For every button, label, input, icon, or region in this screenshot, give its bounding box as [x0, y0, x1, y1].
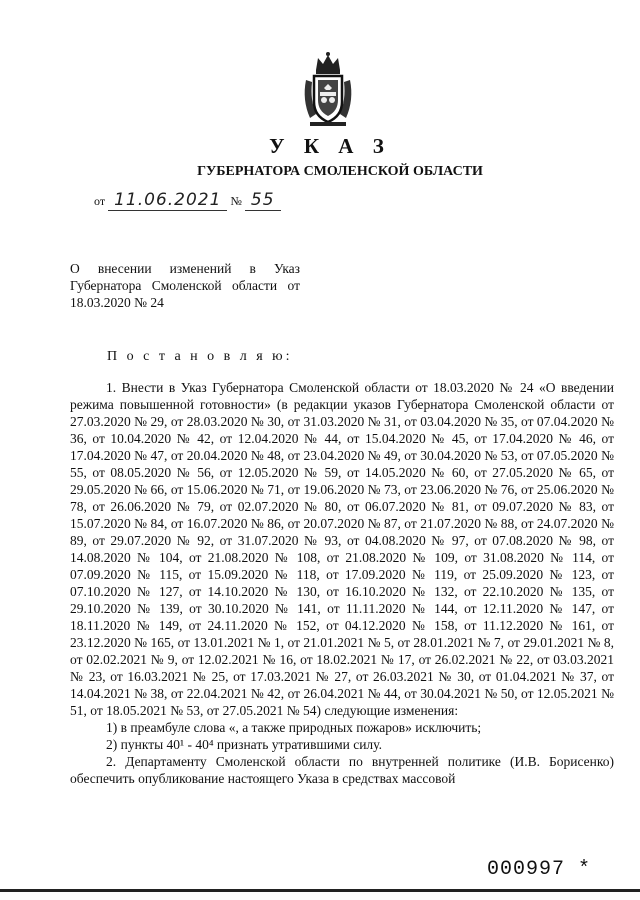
document-subject: О внесении изменений в Указ Губернатора Смоленской области от 18.03.2020 № 24	[70, 261, 300, 310]
paragraph: 1. Внести в Указ Губернатора Смоленской области от 18.03.2020 № 24 «О введении режима повышенной готовности» (в редакции указов Губернатора Смоленской области от 27.03.2020 № 29, от 28.03.2020 № 30, от 31.03.2020 № 31, от 03.04.2020 № 35, от 07.04.2020 № 36, от 10.04.2020 № 42, от 12.04.2020 № 44, от 15.04.2020 № 45, от 17.04.2020 № 46, от 17.04.2020 № 47, от 20.04.2020 № 48, от 23.04.2020 № 49, от 30.04.2020 № 53, от 07.05.2020 № 55, от 08.05.2020 № 56, от 12.05.2020 № 59, от 14.05.2020 № 60, от 27.05.2020 № 65, от 29.05.2020 № 66, от 15.06.2020 № 71, от 19.06.2020 № 73, от 23.06.2020 № 76, от 25.06.2020 № 78, от 26.06.2020 № 79, от 02.07.2020 № 80, от 06.07.2020 № 81, от 09.07.2020 № 83, от 15.07.2020 № 84, от 16.07.2020 № 86, от 20.07.2020 № 87, от 21.07.2020 № 88, от 24.07.2020 № 89, от 29.07.2020 № 92, от 31.07.2020 № 93, от 04.08.2020 № 97, от 07.08.2020 № 98, от 14.08.2020 № 104, от 21.08.2020 № 108, от 21.08.2020 № 109, от 31.08.2020 № 114, от 07.09.2020 № 115, от 15.09.2020 № 118, от 17.09.2020 № 119, от 25.09.2020 № 123, от 07.10.2020 № 127, от 14.10.2020 № 130, от 16.10.2020 № 132, от 22.10.2020 № 135, от 29.10.2020 № 139, от 30.10.2020 № 141, от 11.11.2020 № 144, от 12.11.2020 № 147, от 18.11.2020 № 149, от 24.11.2020 № 152, от 04.12.2020 № 158, от 11.12.2020 № 161, от 23.12.2020 № 165, от 13.01.2021 № 1, от 21.01.2021 № 5, от 28.01.2021 № 7, от 29.01.2021 № 8, от 02.02.2021 № 9, от 12.02.2021 № 16, от 18.02.2021 № 17, от 26.02.2021 № 22, от 03.03.2021 № 23, от 16.03.2021 № 25, от 17.03.2021 № 27, от 26.03.2021 № 30, от 01.04.2021 № 37, от 14.04.2021 № 38, от 22.04.2021 № 42, от 26.04.2021 № 44, от 30.04.2021 № 50, от 12.05.2021 № 51, от 18.05.2021 № 53, от 27.05.2021 № 54) следующие изменения:	[70, 380, 614, 718]
decree-word: П о с т а н о в л я ю:	[107, 349, 293, 364]
date-prefix: от	[94, 194, 106, 208]
serial-number: 000997 *	[487, 858, 592, 881]
date-number-line	[94, 190, 281, 211]
document-title: У К А З	[269, 134, 391, 158]
paragraph: 2. Департаменту Смоленской области по внутренней политике (И.В. Борисенко) обеспечить опубликование настоящего Указа в средствах массовой	[70, 754, 614, 786]
coat-of-arms-emblem	[296, 50, 360, 130]
page-bottom-edge	[0, 889, 640, 892]
document-subtitle: ГУБЕРНАТОРА СМОЛЕНСКОЙ ОБЛАСТИ	[197, 164, 483, 179]
document-body	[70, 379, 614, 787]
number-value: 55	[250, 190, 275, 210]
paragraph: 1) в преамбуле слова «, а также природных пожаров» исключить;	[106, 720, 482, 735]
date-value: 11.06.2021	[114, 190, 222, 210]
number-prefix: №	[230, 194, 242, 208]
paragraph: 2) пункты 40¹ - 40⁴ признать утратившими силу.	[106, 737, 382, 752]
